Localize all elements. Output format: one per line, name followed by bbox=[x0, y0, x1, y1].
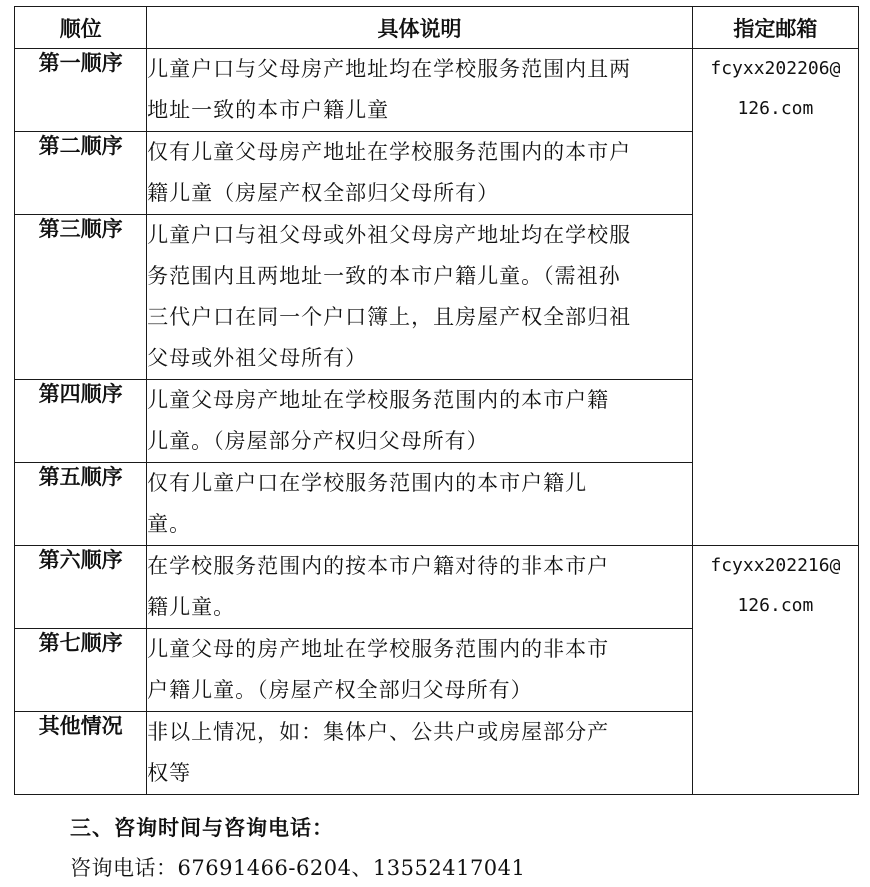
description-line: 儿童父母房产地址在学校服务范围内的本市户籍 bbox=[147, 388, 610, 412]
description-line: 在学校服务范围内的按本市户籍对待的非本市户 bbox=[147, 554, 610, 578]
rank-cell: 第七顺序 bbox=[15, 629, 147, 712]
description-line: 儿童父母的房产地址在学校服务范围内的非本市 bbox=[147, 637, 610, 661]
description-line: 户籍儿童。（房屋产权全部归父母所有） bbox=[147, 678, 533, 702]
section-heading: 三、咨询时间与咨询电话： bbox=[70, 815, 334, 840]
description-line: 籍儿童。 bbox=[147, 595, 236, 619]
rank-cell: 第一顺序 bbox=[15, 49, 147, 132]
description-line: 仅有儿童父母房产地址在学校服务范围内的本市户 bbox=[147, 140, 632, 164]
description-line: 权等 bbox=[147, 761, 192, 785]
description-line: 仅有儿童户口在学校服务范围内的本市户籍儿 bbox=[147, 471, 588, 495]
description-line: 童。 bbox=[147, 512, 192, 536]
rank-cell: 第三顺序 bbox=[15, 215, 147, 380]
description-cell bbox=[147, 629, 693, 712]
mailbox-address[interactable]: fcyxx202216@ bbox=[710, 555, 841, 576]
rank-cell: 第四顺序 bbox=[15, 380, 147, 463]
description-line: 儿童户口与祖父母或外祖父母房产地址均在学校服 bbox=[147, 223, 632, 247]
mailbox-domain[interactable]: 126.com bbox=[737, 595, 814, 616]
mailbox-cell bbox=[692, 546, 858, 795]
description-cell bbox=[147, 463, 693, 546]
description-cell bbox=[147, 712, 693, 795]
description-line: 三代户口在同一个户口簿上，且房屋产权全部归祖 bbox=[147, 305, 632, 329]
rank-cell: 第五顺序 bbox=[15, 463, 147, 546]
header-rank: 顺位 bbox=[15, 7, 147, 49]
description-line: 非以上情况，如：集体户、公共户或房屋部分产 bbox=[147, 720, 610, 744]
mailbox-address[interactable]: fcyxx202206@ bbox=[710, 58, 841, 79]
description-line: 籍儿童（房屋产权全部归父母所有） bbox=[147, 181, 500, 205]
rank-cell: 第二顺序 bbox=[15, 132, 147, 215]
description-line: 儿童。（房屋部分产权归父母所有） bbox=[147, 429, 489, 453]
header-description: 具体说明 bbox=[147, 7, 693, 49]
priority-table bbox=[14, 6, 859, 795]
table-row bbox=[15, 546, 859, 629]
description-cell bbox=[147, 215, 693, 380]
table-row bbox=[15, 49, 859, 132]
description-line: 父母或外祖父母所有） bbox=[147, 346, 368, 370]
mailbox-domain[interactable]: 126.com bbox=[737, 98, 814, 119]
description-cell bbox=[147, 49, 693, 132]
table-header-row bbox=[15, 7, 859, 49]
rank-cell: 其他情况 bbox=[15, 712, 147, 795]
description-cell bbox=[147, 132, 693, 215]
description-cell bbox=[147, 380, 693, 463]
contact-phone-line: 咨询电话：67691466-6204、13552417041 bbox=[70, 856, 526, 880]
mailbox-cell bbox=[692, 49, 858, 546]
description-cell bbox=[147, 546, 693, 629]
description-line: 地址一致的本市户籍儿童 bbox=[147, 98, 390, 122]
rank-cell: 第六顺序 bbox=[15, 546, 147, 629]
description-line: 务范围内且两地址一致的本市户籍儿童。（需祖孙 bbox=[147, 264, 621, 288]
description-line: 儿童户口与父母房产地址均在学校服务范围内且两 bbox=[147, 57, 632, 81]
header-mailbox: 指定邮箱 bbox=[692, 7, 858, 49]
